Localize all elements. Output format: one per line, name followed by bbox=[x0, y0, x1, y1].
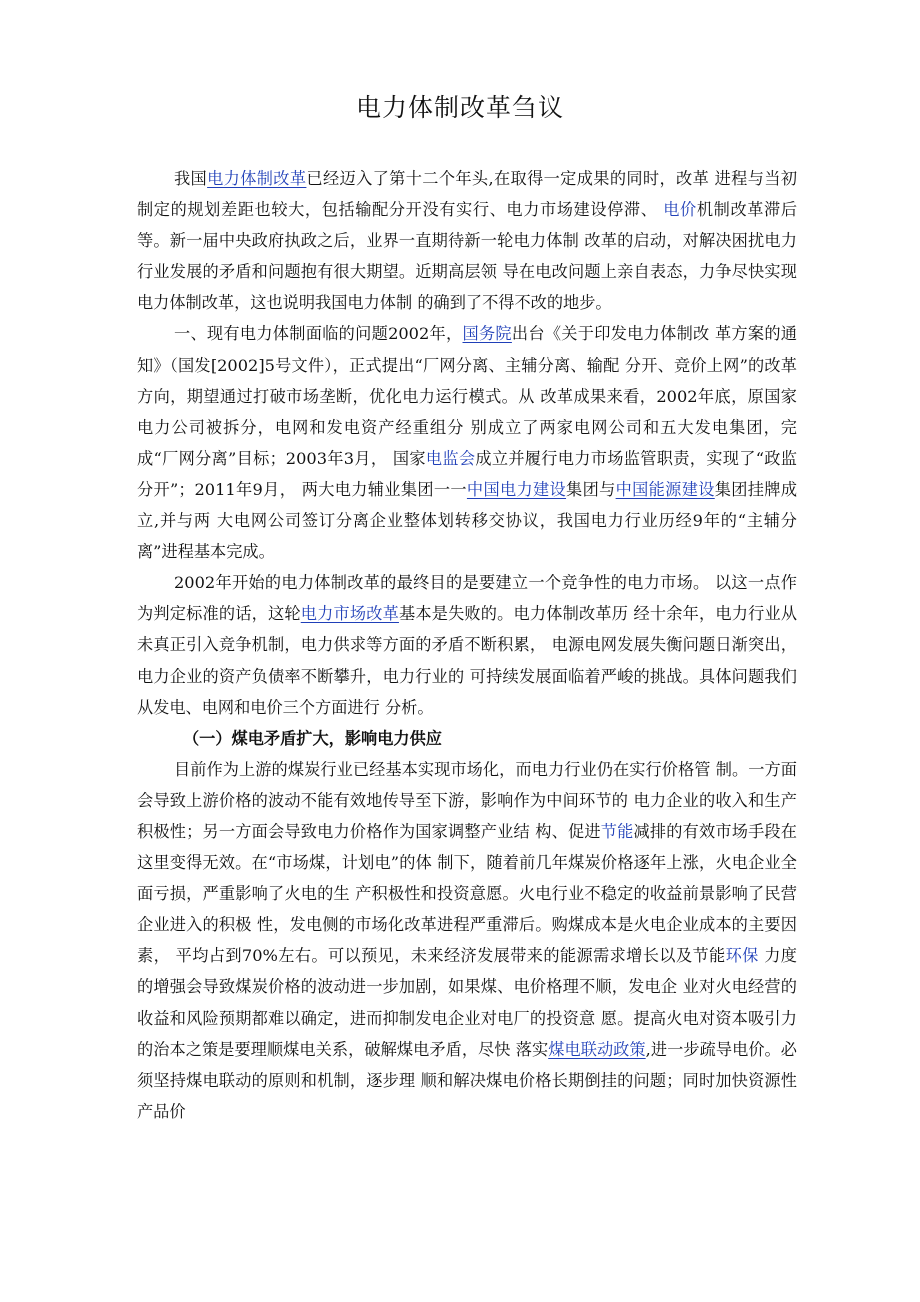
document-title: 电力体制改革刍议 bbox=[355, 93, 564, 122]
text-run: ,进一步疏导电价。必须坚持煤电联动的原则和机制，逐步理 顺和解决煤电价格长期倒挂的问题；同时加快资源性产品价 bbox=[137, 1039, 797, 1121]
text-run: 已经迈入了第十二个年头,在取得一定成果的同时，改革 进程与当初制定的规划差距也较大，包括输配分开没有实行、电力市场建设停滞、 bbox=[137, 169, 798, 220]
text-run: 出台《关于印发电力体制改 革方案的通知》（国发[2002]5号文件），正式提出“厂网分离、主辅分离、输配 分开、竞价上网”的改革方向，期望通过打破市场垄断，优化电力运行模式。从 改革成果来看，2002年底，原国家电力公司被拆分，电网和发电资产经重组分 别成立了两家电网公司和五大发电集团，完成“厂网分离”目标；2003年3月， 国家 bbox=[137, 324, 797, 468]
link-power-construction[interactable]: 中国电力建设 bbox=[466, 479, 567, 499]
text-run: 机制改革滞后等。新一届中央政府执政之后，业界一直期待新一轮电力体制 改革的启动，对解决困扰电力行业发展的矛盾和问题抱有很大期望。近期高层领 导在电改问题上亲自表态，力争尽快实现电力体制改革，这也说明我国电力体制 的确到了不得不改的地步。 bbox=[137, 200, 798, 313]
text-run: 集团挂牌成立,并与两 大电网公司签订分离企业整体划转移交协议，我国电力行业历经9年的“主辅分 离”进程基本完成。 bbox=[137, 479, 798, 562]
paragraph-current-problems bbox=[137, 318, 797, 567]
document-body bbox=[137, 163, 797, 1127]
text-run: 成立并履行电力市场监管职责，实现了“政监分开”；2011年9月， 两大电力辅业集团一一 bbox=[137, 448, 797, 499]
text-run: 集团与 bbox=[566, 479, 616, 499]
text-run: 基本是失败的。电力体制改革历 经十余年，电力行业从未真正引入竞争机制，电力供求等方面的矛盾不断积累， 电源电网发展失衡问题日渐突出，电力企业的资产负债率不断攀升，电力行业的 可持续发展面临着严峻的挑战。具体问题我们从发电、电网和电价三个方面进行 分析。 bbox=[137, 604, 798, 717]
paragraph-coal-power-conflict bbox=[137, 754, 797, 1127]
link-coal-power-linkage-policy[interactable]: 煤电联动政策 bbox=[548, 1039, 646, 1059]
text-run: 2002年开始的电力体制改革的最终目的是要建立一个竞争性的电力市场。 以这一点作为判定标准的话，这轮 bbox=[137, 573, 797, 624]
paragraph-intro bbox=[137, 163, 797, 318]
link-state-council[interactable]: 国务院 bbox=[462, 324, 512, 344]
section-heading-coal-power: （一）煤电矛盾扩大，影响电力供应 bbox=[183, 728, 442, 748]
keyword-energy-saving[interactable]: 节能 bbox=[600, 821, 634, 841]
text-run: 减排的有效市场手段在这里变得无效。在“市场煤，计划电”的体 制下，随着前几年煤炭价格逐年上涨，火电企业全面亏损，严重影响了火电的生 产积极性和投资意愿。火电行业不稳定的收益前景影响了民营企业进入的积极 性，发电侧的市场化改革进程严重滞后。购煤成本是火电企业成本的主要因素， 平均占到70%左右。可以预见，未来经济发展带来的能源需求增长以及节能 bbox=[137, 821, 797, 966]
text-run: 力度的增强会导致煤炭价格的波动进一步加剧，如果煤、电价格理不顺，发电企 业对火电经营的收益和风险预期都难以确定，进而抑制发电企业对电厂的投资意 愿。提高火电对资本吸引力的治本之策是要理顺煤电关系，破解煤电矛盾，尽快 落实 bbox=[137, 946, 797, 1059]
paragraph-reform-assessment bbox=[137, 567, 797, 722]
keyword-environmental-protection[interactable]: 环保 bbox=[725, 946, 759, 966]
link-power-market-reform[interactable]: 电力市场改革 bbox=[300, 604, 399, 624]
text-run: 我国 bbox=[174, 169, 208, 188]
link-power-system-reform[interactable]: 电力体制改革 bbox=[207, 169, 307, 188]
keyword-electricity-price[interactable]: 电价 bbox=[663, 200, 697, 220]
keyword-electricity-regulator[interactable]: 电监会 bbox=[425, 448, 476, 468]
link-energy-construction[interactable]: 中国能源建设 bbox=[615, 479, 715, 499]
text-run: 一、现有电力体制面临的问题2002年， bbox=[174, 324, 463, 344]
text-run: 目前作为上游的煤炭行业已经基本实现市场化，而电力行业仍在实行价格管 制。一方面会导致上游价格的波动不能有效地传导至下游，影响作为中间环节的 电力企业的收入和生产积极性；另一方面会导致电力价格作为国家调整产业结 构、促进 bbox=[137, 759, 797, 841]
